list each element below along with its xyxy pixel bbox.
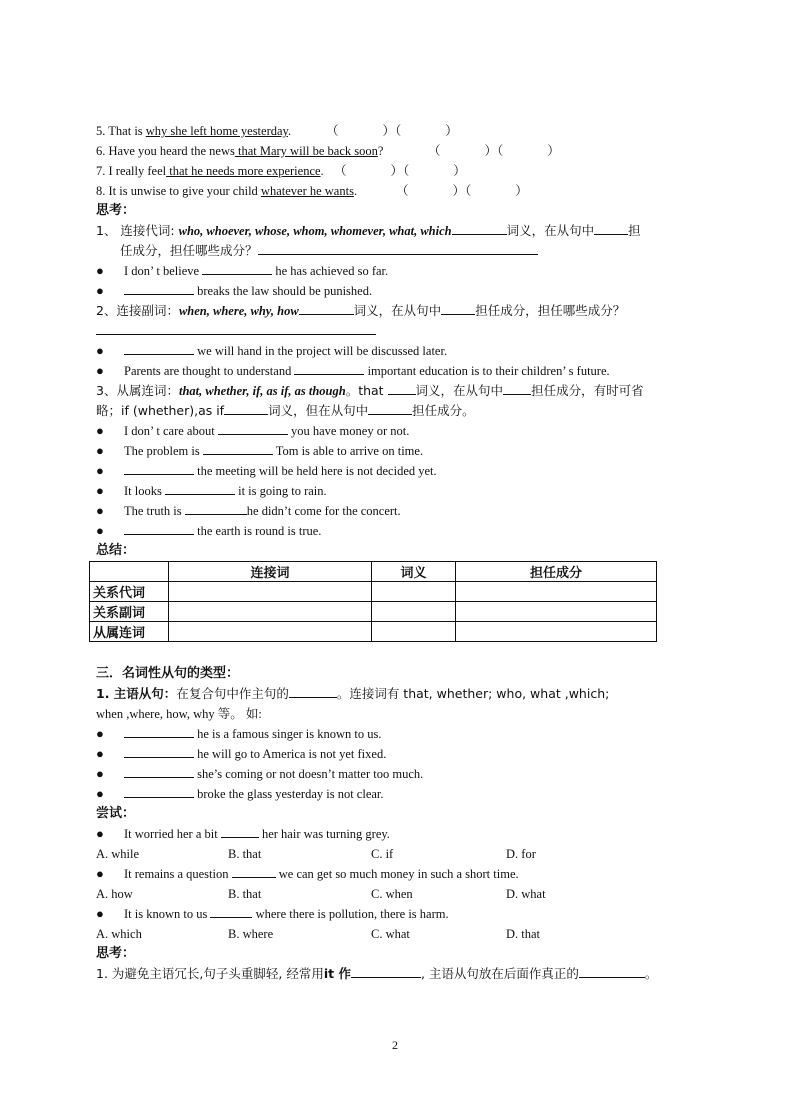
question-2: It remains a question we can get so much money in such a short time. — [124, 864, 519, 884]
table-cell[interactable] — [456, 602, 657, 622]
summary-table — [89, 561, 657, 642]
bullet-icon: ● — [96, 523, 104, 538]
table-cell[interactable] — [456, 582, 657, 602]
table-cell[interactable] — [169, 602, 372, 622]
q1-option-d[interactable]: D. for — [506, 847, 536, 861]
table-header-row — [90, 562, 657, 582]
section3-line2: 略；if (whether),as if 词义，但在从句中 担任成分。 — [96, 403, 475, 418]
section2-line1: 2、连接副词：when, where, why, how 词义，在从句中 担任成分，担任哪些成分？ — [96, 303, 626, 318]
q3-option-c[interactable]: C. what — [371, 927, 410, 941]
q3-option-d[interactable]: D. that — [506, 927, 541, 941]
try-label: 尝试： — [96, 806, 136, 821]
sc-bullet-1: he is a famous singer is known to us. — [124, 724, 381, 744]
table-header-cell: 连接词 — [169, 562, 372, 582]
table-row — [90, 582, 657, 602]
table-row-label: 关系代词 — [90, 582, 169, 602]
section1-line1: 1、 连接代词: who, whoever, whose, whom, whomever, what, which 词义，在从句中 担 — [96, 223, 641, 238]
table-cell[interactable] — [169, 582, 372, 602]
bullet-icon: ● — [96, 423, 104, 438]
subject-clause-line1: 1. 主语从句：在复合句中作主句的 。连接词有 that, whether; who, what ,which; — [96, 686, 610, 701]
bullet-icon: ● — [96, 766, 104, 781]
s2-bullet-2: Parents are thought to understand important education is to their children’ s future. — [124, 361, 610, 381]
table-header-cell — [90, 562, 169, 582]
item-5: 5. That is why she left home yesterday. （ ）（ ） — [96, 124, 458, 138]
section1-line2: 任成分，担任哪些成分？ — [120, 241, 704, 261]
page-number: 2 — [392, 1038, 398, 1052]
s1-bullet-2: breaks the law should be punished. — [124, 281, 372, 301]
s3-bullet-5: The truth is he didn’t come for the concert. — [124, 501, 401, 521]
question-1: It worried her a bit her hair was turning grey. — [124, 824, 390, 844]
q3-option-b[interactable]: B. where — [228, 927, 274, 941]
table-row — [90, 622, 657, 642]
bullet-icon: ● — [96, 503, 104, 518]
table-header-cell: 词义 — [372, 562, 456, 582]
s3-bullet-1: I don’ t care about you have money or not. — [124, 421, 409, 441]
question-3: It is known to us where there is pollution, there is harm. — [124, 904, 449, 924]
bullet-icon: ● — [96, 866, 104, 881]
summary-label: 总结： — [96, 543, 136, 558]
bullet-icon: ● — [96, 283, 104, 298]
s3-bullet-4: It looks it is going to rain. — [124, 481, 327, 501]
s3-bullet-3: the meeting will be held here is not decided yet. — [124, 461, 437, 481]
bullet-icon: ● — [96, 726, 104, 741]
q2-option-b[interactable]: B. that — [228, 887, 262, 901]
table-cell[interactable] — [372, 602, 456, 622]
bullet-icon: ● — [96, 363, 104, 378]
q1-option-c[interactable]: C. if — [371, 847, 394, 861]
sc-bullet-2: he will go to America is not yet fixed. — [124, 744, 386, 764]
table-cell[interactable] — [169, 622, 372, 642]
final-line: 1. 为避免主语冗长,句子头重脚轻, 经常用it 作 , 主语从句放在后面作真正的 。 — [96, 966, 658, 981]
bullet-icon: ● — [96, 263, 104, 278]
section2-line2 — [96, 321, 704, 341]
table-cell[interactable] — [456, 622, 657, 642]
table-row — [90, 602, 657, 622]
s3-bullet-2: The problem is Tom is able to arrive on time. — [124, 441, 423, 461]
part3-title: 三．名词性从句的类型： — [96, 666, 240, 681]
bullet-icon: ● — [96, 343, 104, 358]
q1-option-b[interactable]: B. that — [228, 847, 262, 861]
bullet-icon: ● — [96, 746, 104, 761]
table-cell[interactable] — [372, 622, 456, 642]
bullet-icon: ● — [96, 443, 104, 458]
bullet-icon: ● — [96, 826, 104, 841]
bullet-icon: ● — [96, 906, 104, 921]
section3-line1: 3、从属连词：that, whether, if, as if, as though。that 词义，在从句中 担任成分，有时可省 — [96, 383, 644, 398]
thinking-label: 思考： — [96, 203, 136, 218]
s1-bullet-1: I don’ t believe he has achieved so far. — [124, 261, 388, 281]
s2-bullet-1: we will hand in the project will be discussed later. — [124, 341, 447, 361]
table-cell[interactable] — [372, 582, 456, 602]
q2-option-d[interactable]: D. what — [506, 887, 546, 901]
q1-option-a[interactable]: A. while — [96, 847, 140, 861]
bullet-icon: ● — [96, 483, 104, 498]
bullet-icon: ● — [96, 786, 104, 801]
thinking2-label: 思考： — [96, 946, 136, 961]
table-header-cell: 担任成分 — [456, 562, 657, 582]
q3-option-a[interactable]: A. which — [96, 927, 142, 941]
table-row-label: 从属连词 — [90, 622, 169, 642]
q2-option-a[interactable]: A. how — [96, 887, 133, 901]
q2-option-c[interactable]: C. when — [371, 887, 413, 901]
item-8: 8. It is unwise to give your child whatever he wants. （ ）（ ） — [96, 184, 528, 198]
bullet-icon: ● — [96, 463, 104, 478]
sc-bullet-3: she’s coming or not doesn’t matter too much. — [124, 764, 423, 784]
subject-clause-line2: when ,where, how, why 等。 如: — [96, 707, 262, 721]
item-6: 6. Have you heard the news that Mary will be back soon? （ ）（ ） — [96, 144, 560, 158]
sc-bullet-4: broke the glass yesterday is not clear. — [124, 784, 384, 804]
table-row-label: 关系副词 — [90, 602, 169, 622]
s3-bullet-6: the earth is round is true. — [124, 521, 321, 541]
item-7: 7. I really feel that he needs more experience. （ ）（ ） — [96, 164, 466, 178]
